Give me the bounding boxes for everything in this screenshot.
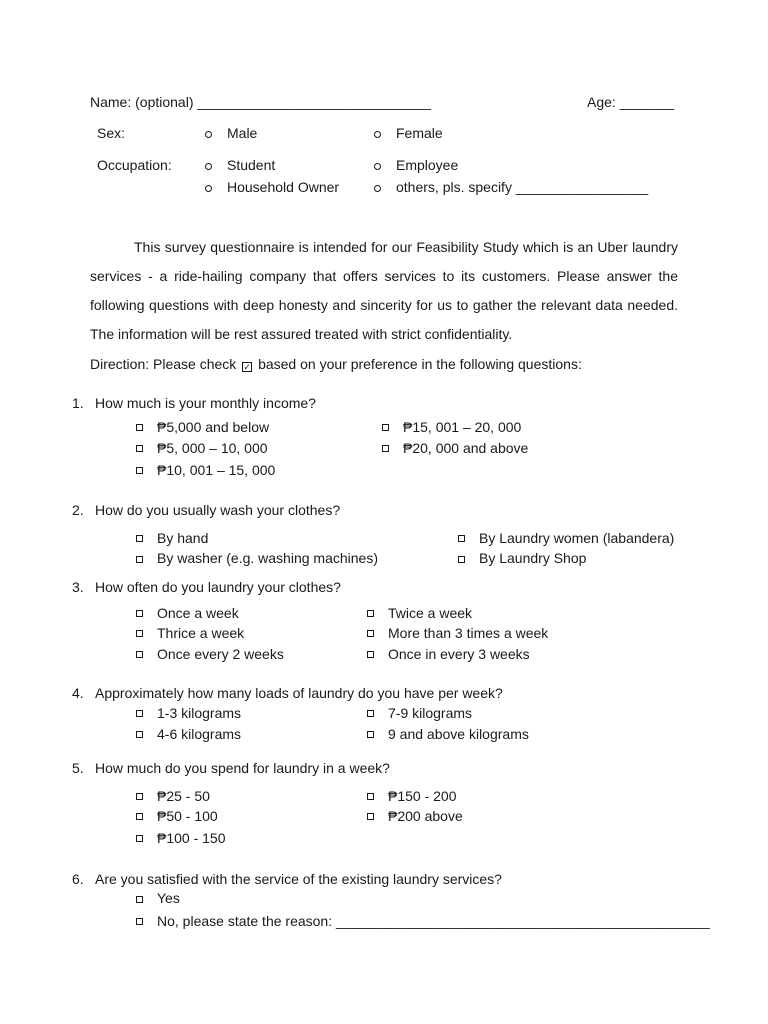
name-field-label[interactable]: Name: (optional) ______________________________ [90,94,431,110]
sex-male-option: Male [227,125,258,141]
intro-paragraph-block [90,233,678,349]
sex-female-option: Female [396,125,443,141]
q6-option-1-label: Yes [157,890,180,906]
q3-option-3-checkbox-icon[interactable] [136,630,143,637]
q3-option-1-checkbox-icon[interactable] [136,610,143,617]
sex-label: Sex: [97,125,126,141]
q2-option-1-label: By hand [157,530,209,546]
q3-option-3-label: Thrice a week [157,625,245,641]
occupation-label: Occupation: [97,157,172,173]
q1-option-4-checkbox-icon[interactable] [382,445,389,452]
occupation-household-radio-icon[interactable] [205,185,212,192]
q1-option-1-label: ₱5,000 and below [157,419,270,435]
q4-option-2-checkbox-icon[interactable] [367,710,374,717]
q2-option-3-label: By washer (e.g. washing machines) [157,550,378,566]
occupation-others-radio-icon[interactable] [374,185,381,192]
q2-option-1-checkbox-icon[interactable] [136,535,143,542]
question-3-number: 3. [72,579,84,595]
question-5-number: 5. [72,760,84,776]
q6-option-1-checkbox-icon[interactable] [136,896,143,903]
q5-option-2-label: ₱150 - 200 [388,788,457,804]
occupation-employee-option: Employee [396,157,459,173]
q4-option-1-checkbox-icon[interactable] [136,710,143,717]
q2-option-2-checkbox-icon[interactable] [458,535,465,542]
q5-option-4-label: ₱200 above [388,808,463,824]
sex-male-radio-icon[interactable] [205,131,212,138]
q1-option-2-checkbox-icon[interactable] [382,424,389,431]
q3-option-4-label: More than 3 times a week [388,625,549,641]
question-6-number: 6. [72,871,84,887]
q2-option-3-checkbox-icon[interactable] [136,556,143,563]
occupation-household-option: Household Owner [227,179,340,195]
q1-option-1-checkbox-icon[interactable] [136,424,143,431]
q3-option-6-label: Once in every 3 weeks [388,646,530,662]
q3-option-6-checkbox-icon[interactable] [367,651,374,658]
age-field-label[interactable]: Age: _______ [587,94,675,110]
q5-option-5-checkbox-icon[interactable] [136,835,143,842]
q1-option-3-checkbox-icon[interactable] [136,445,143,452]
question-3-text: How often do you laundry your clothes? [95,579,341,595]
q3-option-2-checkbox-icon[interactable] [367,610,374,617]
occupation-student-option: Student [227,157,276,173]
q5-option-3-label: ₱50 - 100 [157,808,218,824]
direction-text [90,356,582,372]
occupation-others-option[interactable]: others, pls. specify _________________ [396,179,649,195]
q3-option-2-label: Twice a week [388,605,473,621]
question-4-number: 4. [72,685,84,701]
sex-female-radio-icon[interactable] [374,131,381,138]
q4-option-2-label: 7-9 kilograms [388,705,473,721]
q5-option-5-label: ₱100 - 150 [157,830,226,846]
question-1-text: How much is your monthly income? [95,395,316,411]
intro-paragraph: This survey questionnaire is intended for our Feasibility Study which is an Uber laundry services - a ride-hailing company that offers services to its customers. Please answer the following questions with deep honesty and sincerity for us to gather the relevant data needed. The information will be rest assured treated with strict confidentiality. [90,239,678,342]
q1-option-4-label: ₱20, 000 and above [403,440,529,456]
q5-option-1-label: ₱25 - 50 [157,788,210,804]
q5-option-1-checkbox-icon[interactable] [136,793,143,800]
q4-option-3-label: 4-6 kilograms [157,726,242,742]
question-5-text: How much do you spend for laundry in a week? [95,760,390,776]
question-2-text: How do you usually wash your clothes? [95,502,341,518]
direction-text-before: Direction: Please check [90,356,237,372]
q1-option-3-label: ₱5, 000 – 10, 000 [157,440,268,456]
q2-option-2-label: By Laundry women (labandera) [479,530,675,546]
question-4-text: Approximately how many loads of laundry do you have per week? [95,685,503,701]
q3-option-5-label: Once every 2 weeks [157,646,284,662]
q4-option-1-label: 1-3 kilograms [157,705,242,721]
q4-option-3-checkbox-icon[interactable] [136,731,143,738]
q1-option-5-checkbox-icon[interactable] [136,467,143,474]
q5-option-3-checkbox-icon[interactable] [136,813,143,820]
q5-option-2-checkbox-icon[interactable] [367,793,374,800]
question-2-number: 2. [72,502,84,518]
q3-option-4-checkbox-icon[interactable] [367,630,374,637]
q3-option-1-label: Once a week [157,605,239,621]
q2-option-4-label: By Laundry Shop [479,550,587,566]
q1-option-5-label: ₱10, 001 – 15, 000 [157,462,276,478]
q4-option-4-label: 9 and above kilograms [388,726,529,742]
q1-option-2-label: ₱15, 001 – 20, 000 [403,419,522,435]
q6-option-2-label[interactable]: No, please state the reason: ________________________________________________ [157,913,710,929]
question-6-text: Are you satisfied with the service of the existing laundry services? [95,871,502,887]
checked-box-icon [242,362,252,372]
q6-option-2-checkbox-icon[interactable] [136,918,143,925]
occupation-student-radio-icon[interactable] [205,163,212,170]
q3-option-5-checkbox-icon[interactable] [136,651,143,658]
check-mark-icon: ✓ [243,362,251,372]
q4-option-4-checkbox-icon[interactable] [367,731,374,738]
direction-text-after: based on your preference in the following questions: [258,356,582,372]
q5-option-4-checkbox-icon[interactable] [367,813,374,820]
occupation-employee-radio-icon[interactable] [374,163,381,170]
question-1-number: 1. [72,395,84,411]
q2-option-4-checkbox-icon[interactable] [458,556,465,563]
